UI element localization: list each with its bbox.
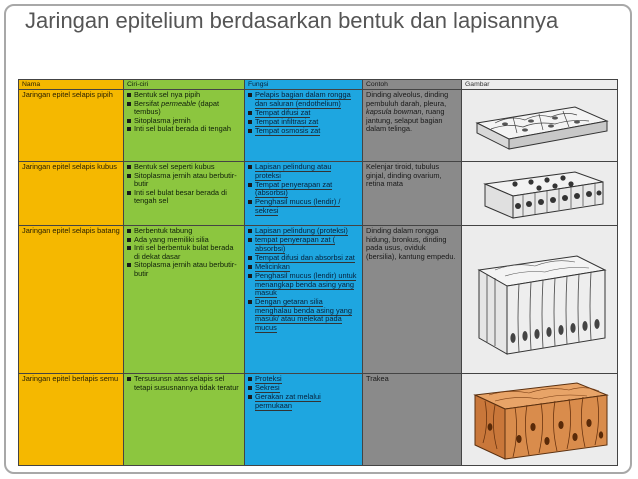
ciri-item: Ada yang memiliki silia bbox=[127, 236, 241, 245]
fungsi-item: Lapisan pelindung atau proteksi bbox=[248, 163, 359, 180]
pseudostratified-epithelium-icon bbox=[462, 374, 618, 466]
fungsi-item: Tempat infiltrasi zat bbox=[248, 118, 359, 127]
ciri-item: Tersusunsn atas selapis sel tetapi sususnannya tidak teratur bbox=[127, 375, 241, 392]
ciri-item: Sitoplasma jernih bbox=[127, 117, 241, 126]
ciri-item: Bentuk sel nya pipih bbox=[127, 91, 241, 100]
cell-fungsi bbox=[245, 162, 363, 226]
cell-nama: Jaringan epitel berlapis semu bbox=[19, 374, 124, 466]
fungsi-item: tempat penyerapan zat ( absorbsi) bbox=[248, 236, 359, 253]
cuboidal-epithelium-icon bbox=[462, 162, 618, 226]
fungsi-item: Tempat difusi zat bbox=[248, 109, 359, 118]
fungsi-item: Tempat penyerapan zat (absorbsi) bbox=[248, 181, 359, 198]
table-header-row bbox=[19, 80, 618, 90]
cell-fungsi bbox=[245, 374, 363, 466]
fungsi-item: Sekresi bbox=[248, 384, 359, 393]
cell-contoh: Dinding alveolus, dinding pembuluh darah, pleura, kapsula bowman, ruang jantung, selaput bagian dalam telinga. bbox=[363, 90, 462, 162]
fungsi-item: Melicinkan bbox=[248, 263, 359, 272]
cell-contoh: Dinding dalam rongga hidung, bronkus, dinding pada usus, oviduk (bersilia), kantung empedu. bbox=[363, 226, 462, 374]
fungsi-item: Tempat osmosis zat bbox=[248, 127, 359, 136]
ciri-item: Inti sel bulat besar berada di tengah sel bbox=[127, 189, 241, 206]
cell-ciri bbox=[124, 226, 245, 374]
header-fungsi: Fungsi bbox=[245, 80, 363, 90]
ciri-item: Berbentuk tabung bbox=[127, 227, 241, 236]
fungsi-item: Penghasil mucus (lendir) untuk menangkap benda asing yang masuk bbox=[248, 272, 359, 298]
header-ciri: Ciri-ciri bbox=[124, 80, 245, 90]
cell-nama: Jaringan epitel selapis pipih bbox=[19, 90, 124, 162]
cell-ciri bbox=[124, 162, 245, 226]
fungsi-item: Lapisan pelindung (proteksi) bbox=[248, 227, 359, 236]
ciri-item: Sitoplasma jernih atau berbutir-butir bbox=[127, 261, 241, 278]
ciri-item: Bentuk sel seperti kubus bbox=[127, 163, 241, 172]
cell-fungsi bbox=[245, 226, 363, 374]
ciri-item: Inti sel berbentuk bulat berada di dekat dasar bbox=[127, 244, 241, 261]
cell-nama: Jaringan epitel selapis kubus bbox=[19, 162, 124, 226]
table-row bbox=[19, 226, 618, 374]
cell-ciri bbox=[124, 90, 245, 162]
slide-title: Jaringan epitelium berdasarkan bentuk dan lapisannya bbox=[25, 8, 559, 33]
cell-fungsi bbox=[245, 90, 363, 162]
ciri-item: Bersifat permeable (dapat tembus) bbox=[127, 100, 241, 117]
header-gambar: Gambar bbox=[462, 80, 618, 90]
ciri-item: Sitoplasma jernih atau berbutir-butir bbox=[127, 172, 241, 189]
columnar-epithelium-icon bbox=[462, 226, 618, 374]
fungsi-item: Tempat difusi dan absorbsi zat bbox=[248, 254, 359, 263]
fungsi-item: Penghasil mucus (lendir) / sekresi bbox=[248, 198, 359, 215]
fungsi-item: Gerakan zat melalui permukaan bbox=[248, 393, 359, 410]
squamous-epithelium-icon bbox=[462, 90, 618, 162]
table-row bbox=[19, 162, 618, 226]
ciri-item: Inti sel bulat berada di tengah bbox=[127, 125, 241, 134]
cell-nama: Jaringan epitel selapis batang bbox=[19, 226, 124, 374]
cell-contoh: Kelenjar tiroid, tubulus ginjal, dinding ovarium, retina mata bbox=[363, 162, 462, 226]
epithelium-table-image bbox=[18, 79, 617, 466]
cell-ciri bbox=[124, 374, 245, 466]
epithelium-table bbox=[18, 79, 618, 466]
header-nama: Nama bbox=[19, 80, 124, 90]
fungsi-item: Proteksi bbox=[248, 375, 359, 384]
header-contoh: Contoh bbox=[363, 80, 462, 90]
table-row bbox=[19, 374, 618, 466]
fungsi-item: Dengan getaran silia menghalau benda asing yang masuk/ atau melekat pada mucus bbox=[248, 298, 359, 332]
fungsi-item: Pelapis bagian dalam rongga dan saluran (endothelium) bbox=[248, 91, 359, 108]
cell-contoh: Trakea bbox=[363, 374, 462, 466]
table-row bbox=[19, 90, 618, 162]
